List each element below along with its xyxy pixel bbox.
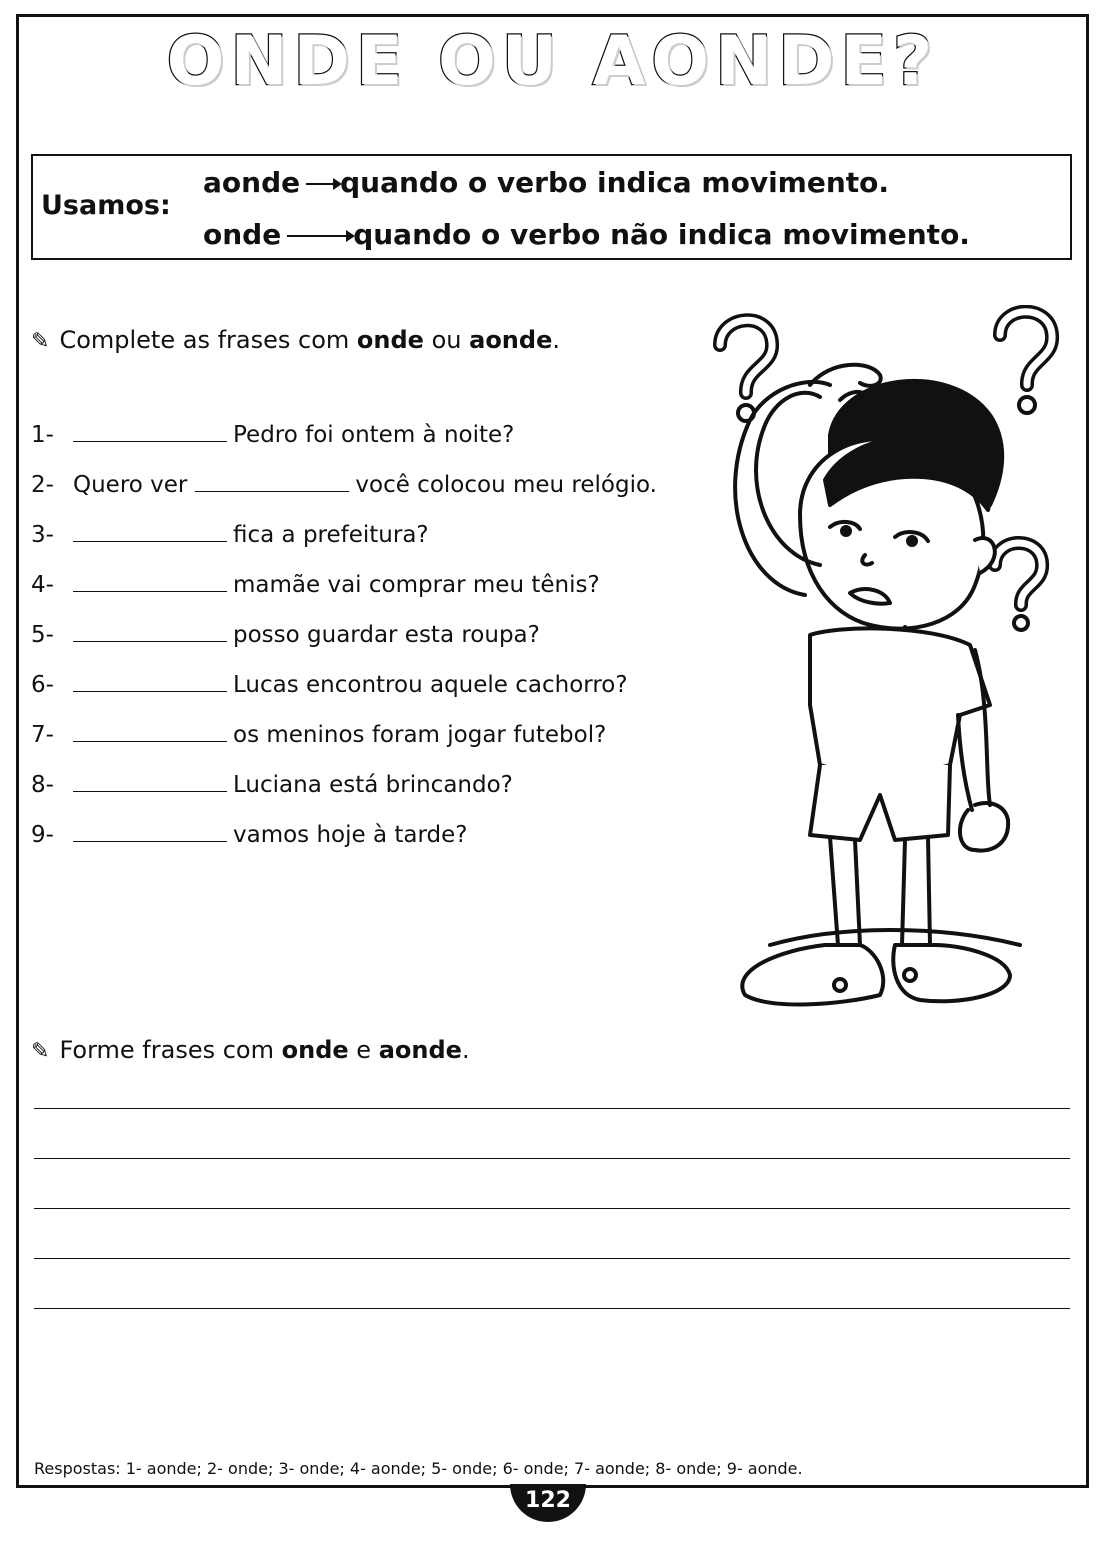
writing-line[interactable] [34,1158,1070,1159]
instr-text: Forme frases com [59,1036,274,1064]
instr-bold: aonde [378,1036,462,1064]
writing-line[interactable] [34,1308,1070,1309]
answer-blank[interactable] [73,423,227,442]
question-mark-icon [995,543,1042,630]
question-number: 7- [31,722,54,748]
instr-text: . [461,1036,470,1064]
question-8 [31,772,513,802]
rule-text: quando o verbo não indica movimento. [353,218,970,251]
page-number: 122 [510,1484,586,1522]
question-6 [31,672,628,702]
question-number: 6- [31,672,54,698]
pencil-icon: ✎ [31,1039,50,1064]
question-text: Lucas encontrou aquele cachorro? [233,672,628,698]
arrow-icon [287,235,351,237]
question-text: Pedro foi ontem à noite? [233,422,515,448]
question-1 [31,422,514,452]
question-7 [31,722,606,752]
answer-blank[interactable] [73,673,227,692]
question-number: 9- [31,822,54,848]
instr-text: e [356,1036,372,1064]
instr-text: ou [431,326,462,354]
question-9 [31,822,468,852]
question-text: mamãe vai comprar meu tênis? [233,572,600,598]
question-text: Luciana está brincando? [233,772,513,798]
rule-lead: Usamos: [41,190,171,221]
question-text: você colocou meu relógio. [355,472,657,498]
question-4 [31,572,600,602]
question-number: 8- [31,772,54,798]
answer-blank[interactable] [73,723,227,742]
instruction-complete [31,326,560,354]
answer-blank[interactable] [73,623,227,642]
instr-bold: onde [356,326,424,354]
instr-text: . [552,326,560,354]
question-5 [31,622,540,652]
answer-blank[interactable] [195,473,349,492]
question-text: fica a prefeitura? [233,522,429,548]
rule-onde [203,218,970,251]
instr-text: Complete as frases com [59,326,350,354]
confused-boy-illustration [690,305,1080,1035]
answer-blank[interactable] [73,823,227,842]
answer-blank[interactable] [73,523,227,542]
question-number: 5- [31,622,54,648]
question-text: vamos hoje à tarde? [233,822,468,848]
question-text: Quero ver [73,472,188,498]
question-number: 4- [31,572,54,598]
instruction-form [31,1036,470,1064]
writing-line[interactable] [34,1108,1070,1109]
arrow-icon [306,183,338,185]
rule-word: aonde [203,166,301,199]
answer-blank[interactable] [73,773,227,792]
rule-aonde [203,166,889,199]
instr-bold: onde [281,1036,349,1064]
answer-key: Respostas: 1- aonde; 2- onde; 3- onde; 4- aonde; 5- onde; 6- onde; 7- aonde; 8- onde; 9- aonde. [34,1459,803,1478]
question-text: posso guardar esta roupa? [233,622,540,648]
rule-word: onde [203,218,282,251]
writing-line[interactable] [34,1208,1070,1209]
question-mark-icon [720,320,772,421]
rule-text: quando o verbo indica movimento. [340,166,890,199]
question-number: 3- [31,522,54,548]
question-number: 1- [31,422,54,448]
question-number: 2- [31,472,54,498]
question-mark-icon [1000,312,1052,413]
rule-box [31,154,1072,260]
page-title: ONDE OU AONDE? [166,22,939,101]
question-2 [31,472,657,502]
question-text: os meninos foram jogar futebol? [233,722,607,748]
question-3 [31,522,429,552]
answer-blank[interactable] [73,573,227,592]
pencil-icon: ✎ [31,329,50,354]
writing-line[interactable] [34,1258,1070,1259]
instr-bold: aonde [469,326,553,354]
